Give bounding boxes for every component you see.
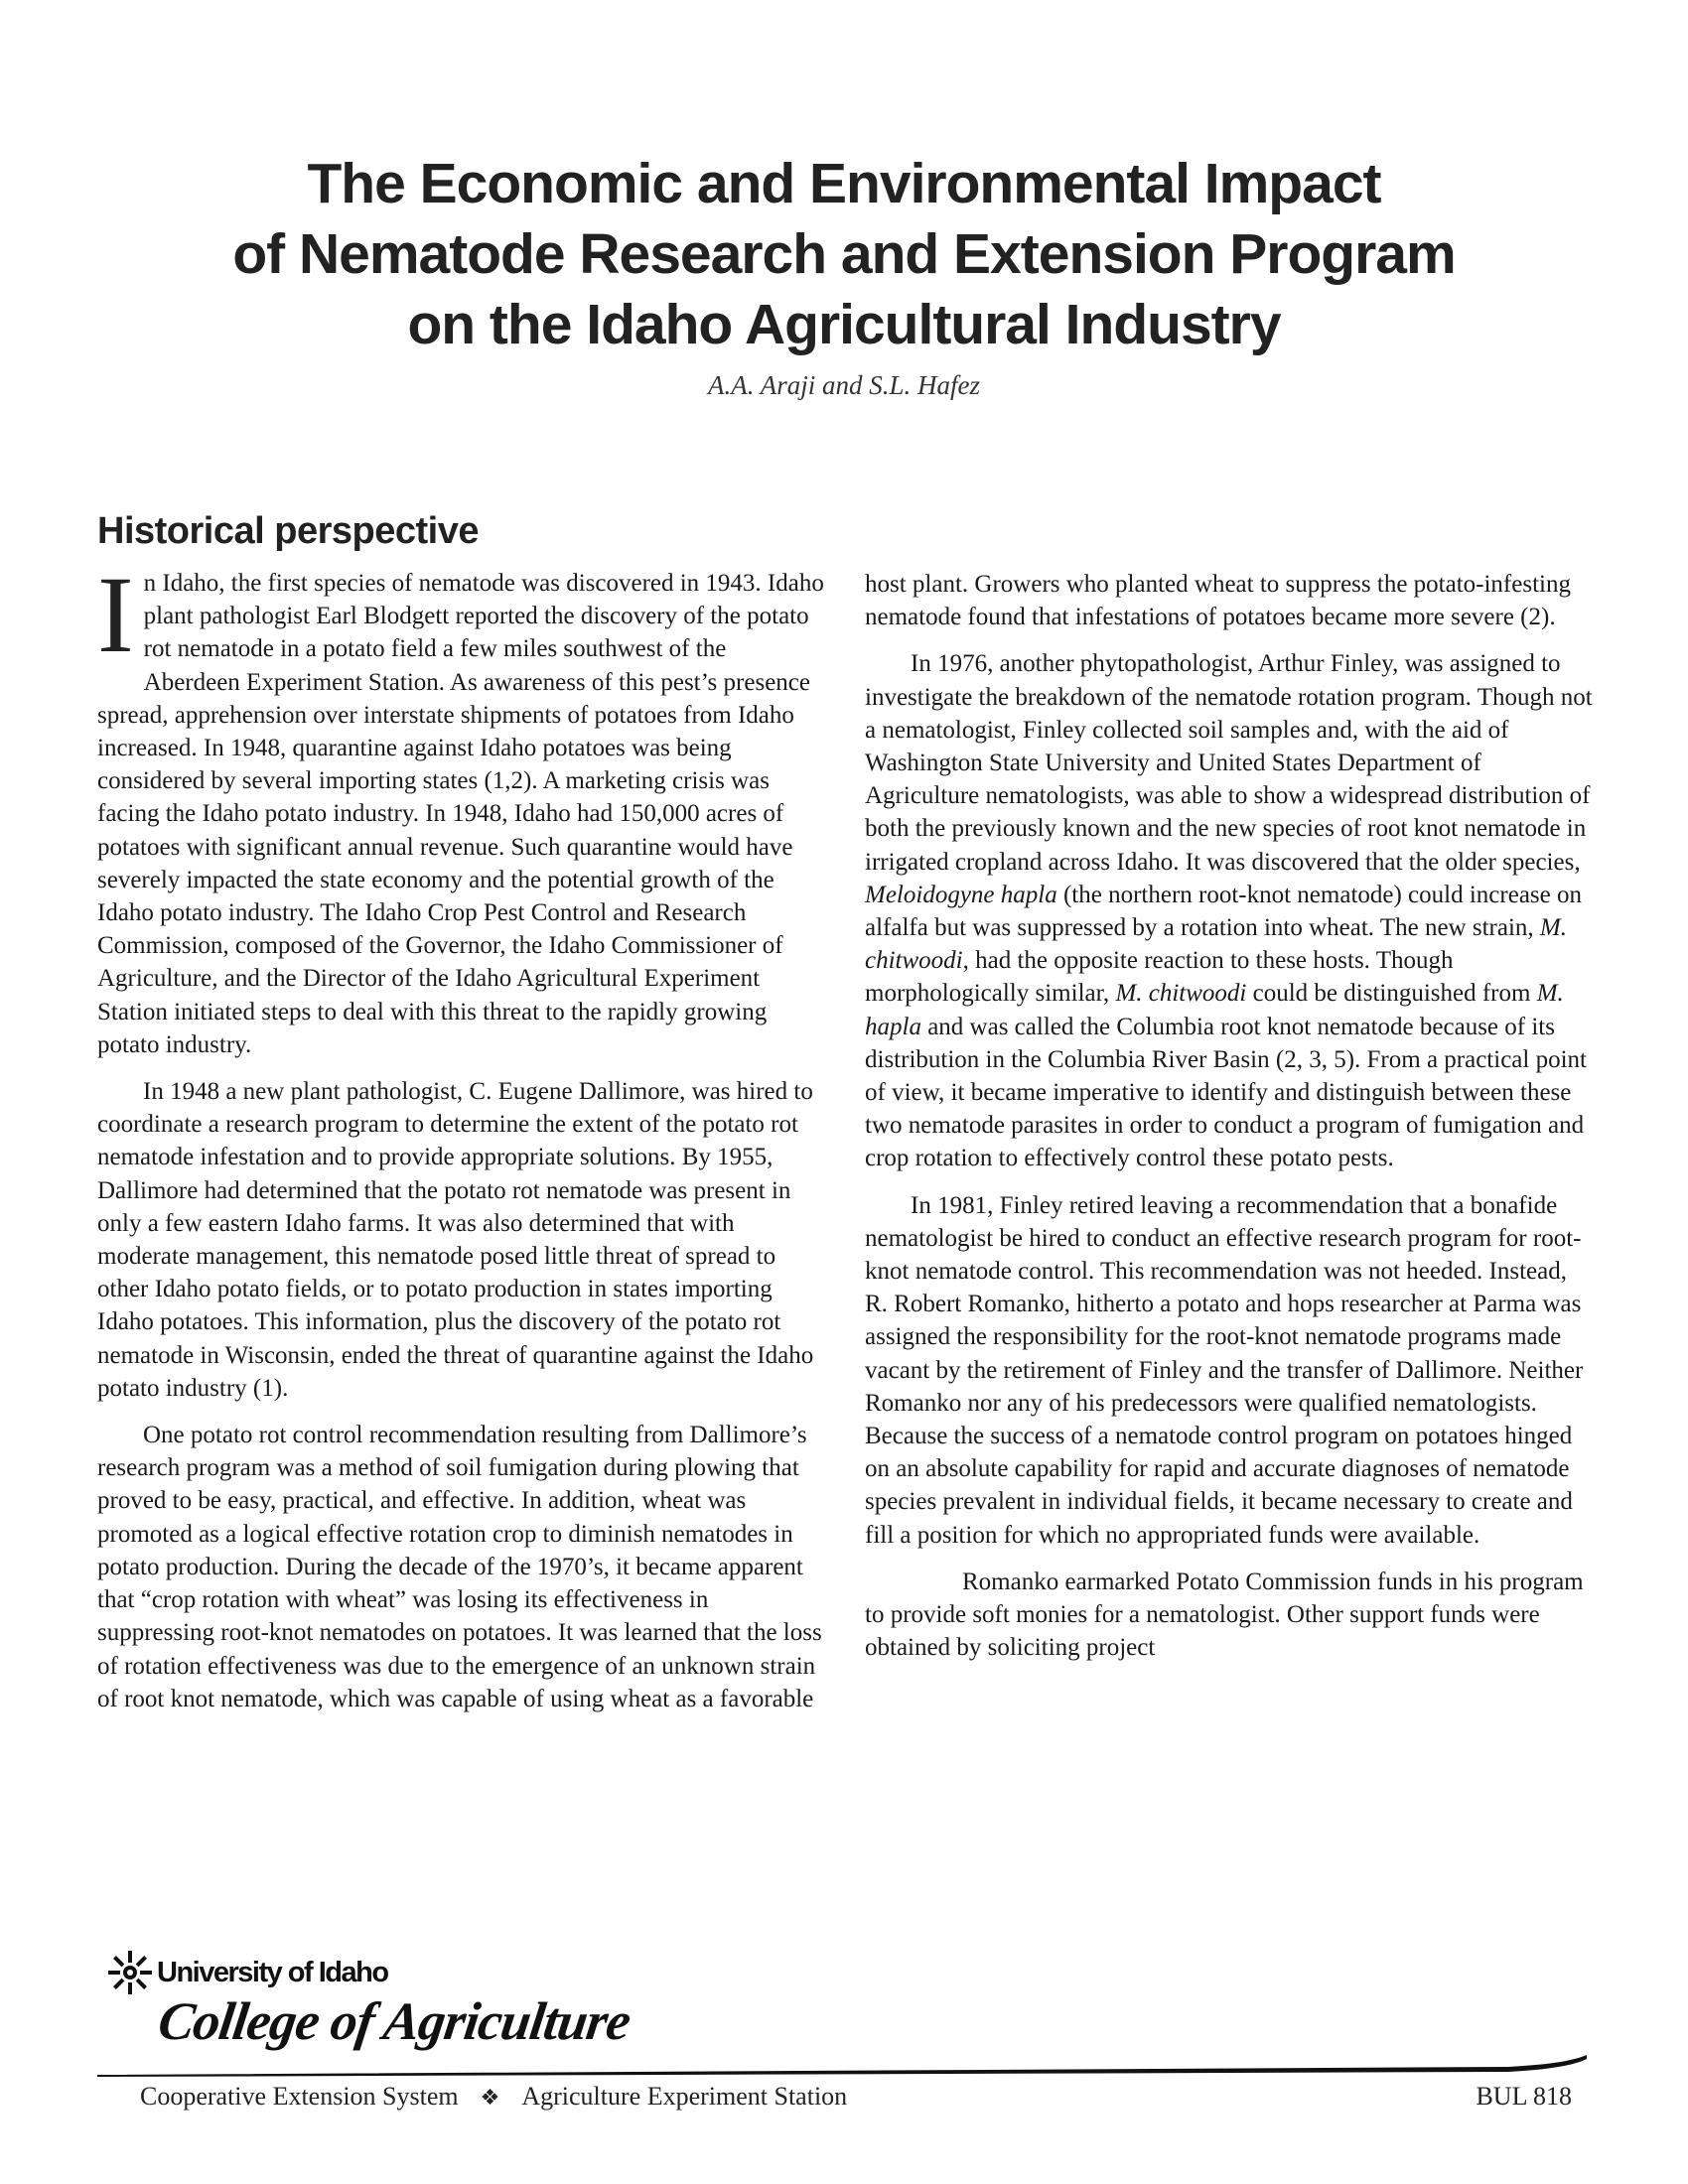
text-run: could be distinguished from [1246, 980, 1537, 1008]
college-name: College of Agriculture [154, 1991, 634, 2051]
species-name: M. chitwoodi [1115, 980, 1247, 1008]
experiment-station-label: Agriculture Experiment Station [521, 2082, 848, 2111]
footer-swoosh-rule [97, 2037, 1587, 2077]
species-name: M. chitwoodi [865, 914, 1567, 975]
text-run: (the northern root-knot nematode) could increase on alfalfa but was suppressed by a rotation into wheat. The new strain, [865, 881, 1582, 942]
extension-system-label: Cooperative Extension System [140, 2082, 459, 2111]
paragraph [97, 554, 827, 1061]
section-heading: Historical perspective [97, 510, 479, 552]
left-column [97, 554, 827, 1715]
title-line-1: The Economic and Environmental Impact [307, 152, 1381, 215]
authors: A.A. Araji and S.L. Hafez [707, 370, 980, 400]
species-name: Meloidogyne hapla [865, 881, 1057, 908]
species-name: M. hapla [865, 980, 1564, 1040]
paragraph: One potato rot control recommendation resulting from Dallimore’s research program was a method of soil fumigation during plowing that proved to be easy, practical, and effective. In addition, wheat was promoted as a logical effective rotation crop to diminish nematodes in potato production. During the decade of the 1970’s, it became apparent that “crop rotation with wheat” was losing its effectiveness in suppressing root-knot nematodes on potatoes. It was learned that the loss of rotation effectiveness was due to the emergence of an unknown strain of root knot nematode, which was capable of using wheat as a favorable [97, 1422, 822, 1712]
paragraph-text: n Idaho, the first species of nematode was discovered in 1943. Idaho plant pathologist Earl Blodgett reported the discovery of the potato rot nematode in a potato field a few miles southwest of the Aberdeen Experiment Station. As awareness of this pest’s presence spread, apprehension over interstate shipments of potatoes from Idaho increased. In 1948, quarantine against Idaho potatoes was being considered by several importing states (1,2). A marketing crisis was facing the Idaho potato industry. In 1948, Idaho had 150,000 acres of potatoes with significant annual revenue. Such quarantine would have severely impacted the state economy and the potential growth of the Idaho potato industry. The Idaho Crop Pest Control and Research Commission, composed of the Governor, the Idaho Commissioner of Agriculture, and the Director of the Idaho Agricultural Experiment Station initiated steps to deal with this threat to the rapidly growing potato industry. [97, 570, 824, 1058]
right-column [865, 568, 1595, 1665]
university-wordmark [107, 1950, 388, 1995]
paragraph: Romanko earmarked Potato Commission funds in his program to provide soft monies for a nematologist. Other support funds were obtained by soliciting project [865, 1568, 1584, 1662]
drop-cap: I [97, 554, 134, 675]
title-line-2: of Nematode Research and Extension Program [232, 222, 1456, 286]
text-run: In 1976, another phytopathologist, Arthur Finley, was assigned to investigate the breakdown of the nematode rotation program. Though not a nematologist, Finley collected soil samples and, with the aid of Washington State University and United States Department of Agriculture nematologists, was able to show a widespread distribution of both the previously known and the new species of root knot nematode in irrigated cropland across Idaho. It was discovered that the older species, [865, 650, 1593, 876]
sunburst-icon [107, 1950, 153, 1995]
diamond-separator-icon: ❖ [480, 2086, 500, 2111]
title-line-3: on the Idaho Agricultural Industry [407, 293, 1281, 356]
text-run: , had the opposite reaction to these hosts. Though morphologically similar, [865, 947, 1454, 1008]
university-name: University of Idaho [157, 1956, 388, 1988]
footer-organizations [140, 2081, 847, 2115]
paragraph: In 1981, Finley retired leaving a recommendation that a bonafide nematologist be hired to conduct an effective research program for root-knot nematode control. This recommendation was not heeded. Instead, R. Robert Romanko, hitherto a potato and hops researcher at Parma was assigned the responsibility for the root-knot nematode programs made vacant by the retirement of Finley and the transfer of Dallimore. Neither Romanko nor any of his predecessors were qualified nematologists. Because the success of a nematode control program on potatoes hinged on an absolute capability for rapid and accurate diagnoses of nematode species prevalent in individual fields, it became necessary to create and fill a position for which no appropriated funds were available. [865, 1191, 1584, 1549]
document-title [149, 149, 1539, 360]
paragraph: host plant. Growers who planted wheat to suppress the potato-infesting nematode found that infestations of potatoes became more severe (2). [865, 571, 1571, 631]
paragraph: In 1948 a new plant pathologist, C. Eugene Dallimore, was hired to coordinate a research program to determine the extent of the potato rot nematode infestation and to provide appropriate solutions. By 1955, Dallimore had determined that the potato rot nematode was present in only a few eastern Idaho farms. It was also determined that with moderate management, this nematode posed little threat of spread to other Idaho potato fields, or to potato production in states importing Idaho potatoes. This information, plus the discovery of the potato rot nematode in Wisconsin, ended the threat of quarantine against the Idaho potato industry (1). [97, 1078, 814, 1402]
paragraph [865, 647, 1595, 1174]
bulletin-number: BUL 818 [1476, 2082, 1572, 2111]
text-run: and was called the Columbia root knot nematode because of its distribution in the Columbia River Basin (2, 3, 5). From a practical point of view, it became imperative to identify and distinguish between these two nematode parasites in order to conduct a program of fumigation and crop rotation to effectively control these potato pests. [865, 1013, 1587, 1172]
